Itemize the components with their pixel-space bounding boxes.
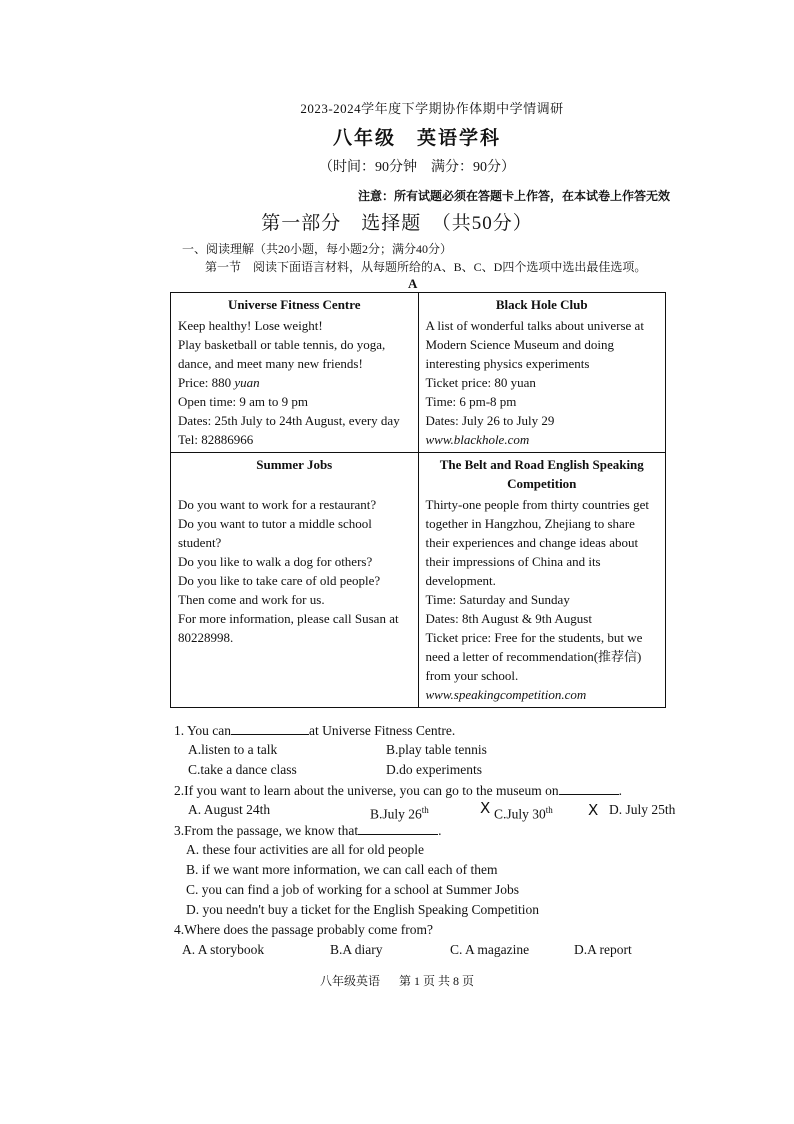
ad-blackhole (418, 293, 666, 453)
question-1-stem (174, 720, 455, 741)
option: A.listen to a talk (188, 742, 278, 757)
option-text: C.July 30 (494, 806, 546, 822)
stem-before: 3.From the passage, we know that (174, 823, 359, 838)
stem-after: at Universe Fitness Centre. (309, 723, 456, 738)
option: B.A diary (330, 942, 383, 957)
ad-time: Time: Saturday and Sunday (425, 592, 570, 607)
handwritten-cross-mark: X (588, 801, 599, 819)
ad-line: Do you like to walk a dog for others? (178, 554, 373, 569)
ordinal-suffix: th (421, 805, 429, 815)
section-instruction: 第一节 阅读下面语言材料，从每题所给的A、B、C、D四个选项中选出最佳选项。 (205, 260, 647, 274)
option: A. August 24th (188, 802, 271, 817)
ad-line: Do you want to work for a restaurant? (178, 497, 377, 512)
ad-tel: Tel: 82886966 (178, 432, 254, 447)
option (494, 800, 553, 825)
ad-desc: A list of wonderful talks about universe at Modern Science Museum and doing interesting physics experiments (425, 318, 644, 371)
time-score: （时间：90分钟 满分：90分） (319, 160, 515, 175)
handwritten-cross-mark: X (480, 799, 491, 817)
ad-line: Keep healthy! Lose weight! (178, 318, 323, 333)
option: C. you can find a job of working for a school at Summer Jobs (186, 882, 519, 897)
ad-line: Then come and work for us. (178, 592, 325, 607)
stem-before: 2.If you want to learn about the universe, you can go to the museum on (174, 783, 559, 798)
ad-competition (418, 453, 666, 708)
price-unit: yuan (234, 375, 260, 390)
answer-blank (559, 780, 619, 795)
exam-header (0, 98, 794, 176)
exam-title: 2023-2024学年度下学期协作体期中学情调研 (300, 101, 564, 116)
ad-line: Play basketball or table tennis, do yoga, dance, and meet many new friends! (178, 337, 386, 371)
ad-dates: Dates: 8th August & 9th August (425, 611, 592, 626)
ad-line: Do you want to tutor a middle school student? (178, 516, 372, 550)
passage-letter: A (408, 276, 418, 291)
answer-blank (231, 720, 309, 735)
ordinal-suffix: th (545, 805, 553, 815)
option: D. you needn't buy a ticket for the English Speaking Competition (186, 902, 539, 917)
ad-dates: Dates: July 26 to July 29 (425, 413, 555, 428)
ad-line: For more information, please call Susan at 80228998. (178, 611, 399, 645)
price-label: Price: 880 (178, 375, 235, 390)
ad-title: Black Hole Club (495, 297, 588, 312)
ad-fitness (171, 293, 419, 453)
option: A. A storybook (182, 942, 265, 957)
ad-desc: Thirty-one people from thirty countries get together in Hangzhou, Zhejiang to share their experiences and change ideas about their impressions of China and its development. (425, 497, 649, 588)
ad-dates: Dates: 25th July to 24th August, every day (178, 413, 400, 428)
page-footer (0, 972, 794, 989)
stem-after: . (438, 823, 442, 838)
ad-website: www.speakingcompetition.com (425, 687, 587, 702)
option: B.play table tennis (386, 742, 487, 757)
stem-before: 1. You can (174, 723, 232, 738)
ad-line: Do you like to take care of old people? (178, 573, 381, 588)
stem-after: . (618, 783, 623, 798)
section-heading: 一、阅读理解（共20小题，每小题2分；满分40分） (182, 242, 453, 256)
question-2-stem (174, 780, 622, 801)
footer-subject: 八年级英语 (319, 974, 380, 988)
ad-time: Time: 6 pm-8 pm (425, 394, 517, 409)
ad-title: The Belt and Road English Speaking Competition (439, 457, 644, 491)
ad-open-time: Open time: 9 am to 9 pm (178, 394, 308, 409)
ads-table (170, 292, 666, 708)
option: D.do experiments (386, 762, 482, 777)
part-title: 第一部分 选择题 （共50分） (261, 213, 533, 234)
grade-subject: 八年级 英语学科 (332, 128, 501, 149)
option: C. A magazine (450, 942, 530, 957)
option: C.take a dance class (188, 762, 297, 777)
option: D. July 25th (609, 802, 676, 817)
notice: 注意：所有试题必须在答题卡上作答，在本试卷上作答无效 (358, 189, 671, 203)
option: D.A report (574, 942, 632, 957)
ad-jobs (171, 453, 419, 708)
ad-ticket: Ticket price: Free for the students, but we need a letter of recommendation(推荐信) from your school. (425, 630, 643, 683)
question-3-stem (174, 820, 441, 841)
option: A. these four activities are all for old people (186, 842, 425, 857)
question-4-stem: 4.Where does the passage probably come from? (174, 922, 434, 937)
ad-title: Universe Fitness Centre (227, 297, 361, 312)
ad-ticket: Ticket price: 80 yuan (425, 375, 536, 390)
answer-blank (358, 820, 438, 835)
footer-page-number: 第 1 页 共 8 页 (399, 974, 475, 988)
ad-title: Summer Jobs (256, 457, 333, 472)
ad-website: www.blackhole.com (425, 432, 530, 447)
option-text: B.July 26 (370, 806, 422, 822)
ad-price (178, 373, 411, 392)
option: B. if we want more information, we can call each of them (186, 862, 498, 877)
